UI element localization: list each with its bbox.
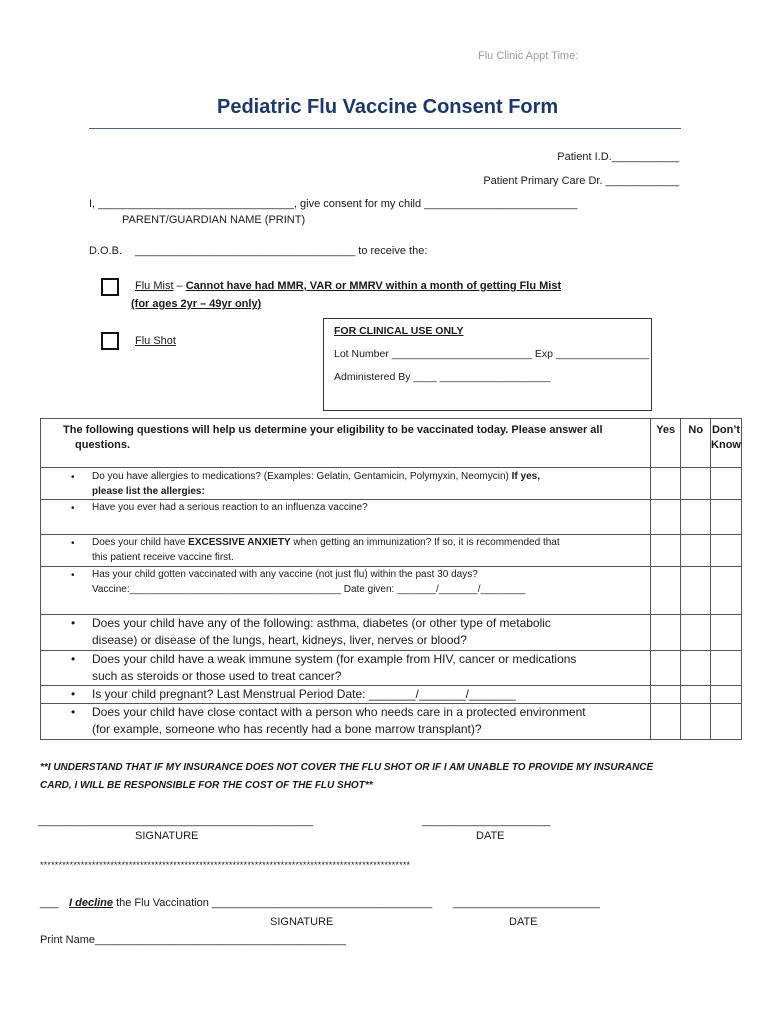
question-close-contact-text	[92, 704, 586, 738]
signature-caption: SIGNATURE	[135, 830, 199, 842]
answer-no-cell[interactable]	[681, 535, 711, 567]
answer-dont-know-cell[interactable]	[711, 704, 742, 740]
question-anxiety	[41, 535, 651, 567]
questions-intro	[41, 419, 651, 468]
question-immune-system	[41, 651, 651, 686]
question-immune-text	[92, 651, 576, 685]
flu-mist-dash: –	[173, 280, 186, 292]
insurance-statement-line2: CARD, I WILL BE RESPONSIBLE FOR THE COST OF THE FLU SHOT**	[40, 780, 373, 791]
answer-no-cell[interactable]	[681, 500, 711, 535]
q3-text-d: this patient receive vaccine first.	[92, 552, 234, 563]
consent-line[interactable]: I, ________________________________, give consent for my child _________________________	[89, 198, 578, 210]
bullet: •	[71, 538, 75, 549]
question-allergies	[41, 468, 651, 500]
question-chronic-text	[92, 615, 551, 649]
clinical-use-title: FOR CLINICAL USE ONLY	[334, 325, 464, 337]
table-row	[41, 500, 742, 535]
flu-shot-checkbox[interactable]	[101, 332, 119, 350]
q3-text-a: Does your child have	[92, 537, 189, 548]
parent-name-caption: PARENT/GUARDIAN NAME (PRINT)	[122, 214, 306, 226]
bullet: •	[71, 652, 76, 666]
col-dont-know-line1: Don’t	[711, 424, 741, 436]
answer-no-cell[interactable]	[681, 615, 711, 651]
appt-time-label: Flu Clinic Appt Time:	[478, 50, 579, 62]
question-flu-reaction	[41, 500, 651, 535]
q1-if-yes: If yes,	[511, 471, 540, 482]
decline-date-caption: DATE	[509, 916, 538, 928]
decline-date-field[interactable]: ________________________	[453, 897, 600, 909]
bullet: •	[71, 616, 76, 630]
q7-text: Is your child pregnant? Last Menstrual Period Date: _______/_______/_______	[92, 687, 516, 701]
q1-text: Do you have allergies to medications? (Examples: Gelatin, Gentamicin, Polymyxin, Neomycin)	[92, 471, 512, 482]
question-anxiety-text	[92, 535, 560, 565]
q8-text-b: (for example, someone who has recently had a bone marrow transplant)?	[92, 722, 482, 736]
flu-mist-label: Flu Mist	[135, 280, 174, 292]
col-dont-know-header	[711, 419, 742, 468]
flu-mist-ages: (for ages 2yr – 49yr only)	[131, 298, 262, 310]
primary-care-field[interactable]: Patient Primary Care Dr. ____________	[483, 175, 679, 187]
questions-intro-line2: questions.	[75, 439, 131, 451]
date-caption: DATE	[476, 830, 505, 842]
table-row	[41, 704, 742, 740]
question-chronic-conditions	[41, 615, 651, 651]
answer-yes-cell[interactable]	[650, 535, 680, 567]
bullet: •	[71, 570, 75, 581]
lot-number-field[interactable]: Lot Number ________________________ Exp ________________	[334, 348, 650, 360]
insurance-statement-line1: **I UNDERSTAND THAT IF MY INSURANCE DOES NOT COVER THE FLU SHOT OR IF I AM UNABLE TO PROVIDE MY INSURANCE	[40, 762, 654, 773]
q2-text: Have you ever had a serious reaction to an influenza vaccine?	[92, 502, 368, 513]
table-header-row	[41, 419, 742, 468]
bullet: •	[71, 503, 75, 514]
print-name-field[interactable]: Print Name_________________________________________	[40, 934, 346, 946]
answer-dont-know-cell[interactable]	[711, 651, 742, 686]
signature-field[interactable]: _____________________________________________	[38, 815, 314, 827]
dob-field[interactable]: ____________________________________ to receive the:	[135, 245, 428, 257]
flu-mist-warning: Cannot have had MMR, VAR or MMRV within a month of getting Flu Mist	[185, 280, 562, 292]
decline-statement[interactable]	[69, 897, 432, 909]
q5-text-b: disease) or disease of the lungs, heart, kidneys, liver, nerves or blood?	[92, 633, 467, 647]
dob-label: D.O.B.	[89, 245, 123, 257]
table-row	[41, 535, 742, 567]
answer-dont-know-cell[interactable]	[711, 535, 742, 567]
answer-dont-know-cell[interactable]	[711, 567, 742, 615]
bullet: •	[71, 705, 76, 719]
flu-shot-label: Flu Shot	[135, 335, 176, 347]
questions-intro-line1: The following questions will help us determine your eligibility to be vaccinated today. Please answer all	[63, 424, 603, 436]
q4-vaccine-date-field[interactable]: Vaccine:______________________________________ Date given: _______/_______/________	[92, 584, 526, 595]
q3-excessive-anxiety: EXCESSIVE ANXIETY	[188, 537, 291, 548]
title-divider	[89, 128, 681, 129]
q6-text-a: Does your child have a weak immune system (for example from HIV, cancer or medications	[92, 652, 577, 666]
answer-no-cell[interactable]	[681, 704, 711, 740]
clinical-use-box	[323, 318, 652, 411]
patient-id-field[interactable]: Patient I.D.___________	[557, 151, 679, 163]
col-yes-header: Yes	[650, 419, 680, 468]
decline-bold: I decline	[69, 897, 114, 909]
answer-no-cell[interactable]	[681, 567, 711, 615]
answer-dont-know-cell[interactable]	[711, 615, 742, 651]
table-row	[41, 651, 742, 686]
date-field[interactable]: _____________________	[422, 815, 551, 827]
q5-text-a: Does your child have any of the following: asthma, diabetes (or other type of metabolic	[92, 616, 551, 630]
answer-dont-know-cell[interactable]	[711, 686, 742, 704]
flu-mist-option	[135, 280, 561, 292]
decline-rest: the Flu Vaccination ____________________________________	[113, 897, 433, 909]
q4-text-a: Has your child gotten vaccinated with any vaccine (not just flu) within the past 30 days?	[92, 569, 478, 580]
star-divider: ****************************************************************************************************	[40, 860, 411, 870]
decline-signature-caption: SIGNATURE	[270, 916, 334, 928]
answer-no-cell[interactable]	[681, 686, 711, 704]
table-row	[41, 686, 742, 704]
decline-checkbox-field[interactable]: ___	[40, 897, 59, 909]
administered-by-field[interactable]: Administered By ____ ___________________	[334, 371, 551, 383]
answer-yes-cell[interactable]	[650, 615, 680, 651]
question-recent-vaccine	[41, 567, 651, 615]
answer-dont-know-cell[interactable]	[711, 468, 742, 500]
question-recent-vaccine-text	[92, 567, 525, 597]
answer-no-cell[interactable]	[681, 468, 711, 500]
q6-text-b: such as steroids or those used to treat cancer?	[92, 669, 342, 683]
page-title: Pediatric Flu Vaccine Consent Form	[217, 96, 559, 118]
answer-yes-cell[interactable]	[650, 686, 680, 704]
answer-yes-cell[interactable]	[650, 468, 680, 500]
answer-no-cell[interactable]	[681, 651, 711, 686]
answer-yes-cell[interactable]	[650, 651, 680, 686]
bullet: •	[71, 687, 76, 701]
answer-yes-cell[interactable]	[650, 704, 680, 740]
col-no-header: No	[681, 419, 711, 468]
flu-mist-checkbox[interactable]	[101, 278, 119, 296]
eligibility-questions-table	[40, 418, 742, 740]
table-row	[41, 567, 742, 615]
q3-text-c: when getting an immunization? If so, it is recommended that	[290, 537, 560, 548]
table-row	[41, 468, 742, 500]
answer-dont-know-cell[interactable]	[711, 500, 742, 535]
answer-yes-cell[interactable]	[650, 500, 680, 535]
q8-text-a: Does your child have close contact with a person who needs care in a protected environment	[92, 705, 586, 719]
question-allergies-text	[92, 469, 540, 499]
answer-yes-cell[interactable]	[650, 567, 680, 615]
col-dont-know-line2: Know	[711, 439, 741, 451]
table-row	[41, 615, 742, 651]
question-close-contact	[41, 704, 651, 740]
q1-list-allergies: please list the allergies:	[92, 486, 205, 497]
bullet: •	[71, 472, 75, 483]
question-pregnant	[41, 686, 651, 704]
